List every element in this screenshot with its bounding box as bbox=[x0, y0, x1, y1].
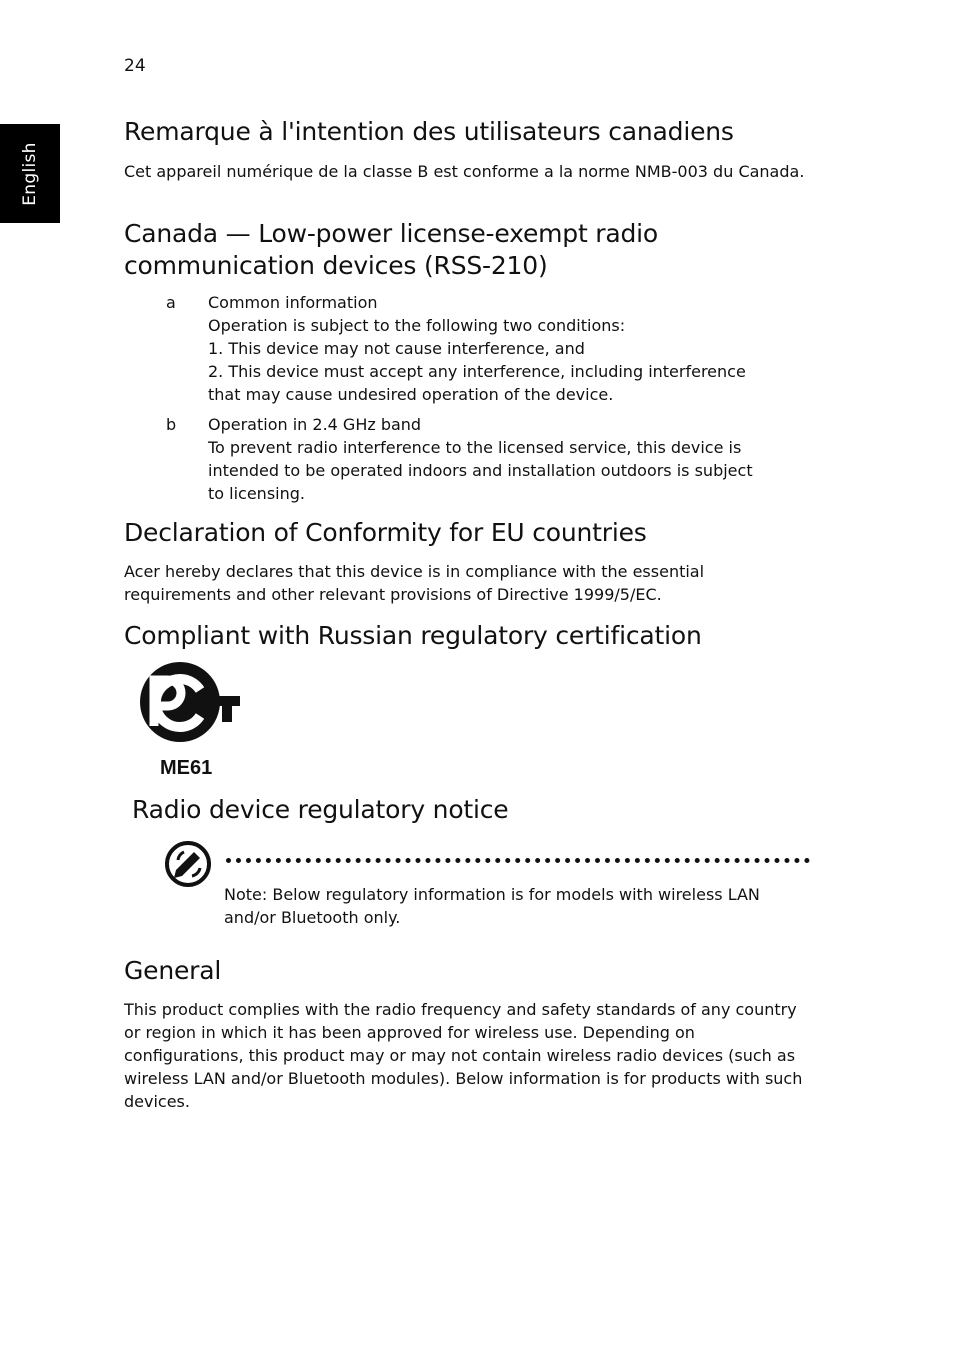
list-item-marker: b bbox=[166, 415, 177, 434]
language-side-tab bbox=[0, 124, 60, 223]
note-label: Note bbox=[224, 885, 262, 904]
note-text bbox=[224, 883, 804, 929]
list-item-line: Operation in 2.4 GHz band bbox=[208, 415, 422, 434]
list-item-line: to licensing. bbox=[208, 484, 305, 503]
list-item-marker: a bbox=[166, 293, 176, 312]
list-item-line: that may cause undesired operation of the device. bbox=[208, 385, 614, 404]
page-number: 24 bbox=[124, 56, 146, 76]
rss210-heading-line2: communication devices (RSS-210) bbox=[124, 251, 548, 280]
list-item-line: Operation is subject to the following two conditions: bbox=[208, 316, 626, 335]
list-item-text bbox=[208, 413, 818, 505]
language-side-tab-label: English bbox=[20, 142, 40, 206]
list-item-line: 2. This device must accept any interference, including interference bbox=[208, 362, 746, 381]
certification-code: ME61 bbox=[160, 757, 213, 779]
russian-cert-heading: Compliant with Russian regulatory certification bbox=[124, 621, 702, 650]
note-body: : Below regulatory information is for models with wireless LAN and/or Bluetooth only. bbox=[224, 885, 760, 927]
list-item-line: To prevent radio interference to the licensed service, this device is bbox=[208, 438, 742, 457]
note-pen-icon bbox=[164, 840, 212, 888]
eu-conformity-heading: Declaration of Conformity for EU countries bbox=[124, 518, 647, 547]
general-body: This product complies with the radio frequency and safety standards of any country or region in which it has been approved for wireless use. Depending on configurations, this product may or may not contain wireless radio devices (such as wireless LAN and/or Bluetooth modules). Below information is for products with such devices. bbox=[124, 1000, 803, 1111]
radio-notice-heading: Radio device regulatory notice bbox=[132, 795, 509, 824]
note-divider bbox=[226, 858, 810, 863]
list-item-line: intended to be operated indoors and installation outdoors is subject bbox=[208, 461, 753, 480]
general-heading: General bbox=[124, 956, 222, 985]
list-item-line: 1. This device may not cause interference, and bbox=[208, 339, 585, 358]
list-item-line: Common information bbox=[208, 293, 378, 312]
list-item-text bbox=[208, 291, 818, 406]
canadian-notice-body: Cet appareil numérique de la classe B est conforme a la norme NMB-003 du Canada. bbox=[124, 162, 805, 181]
pct-certification-logo-icon bbox=[138, 660, 242, 744]
rss210-heading-line1: Canada — Low-power license-exempt radio bbox=[124, 219, 659, 248]
canadian-notice-heading: Remarque à l'intention des utilisateurs canadiens bbox=[124, 117, 734, 146]
eu-conformity-body: Acer hereby declares that this device is in compliance with the essential requirements and other relevant provisions of Directive 1999/5/EC. bbox=[124, 562, 705, 604]
